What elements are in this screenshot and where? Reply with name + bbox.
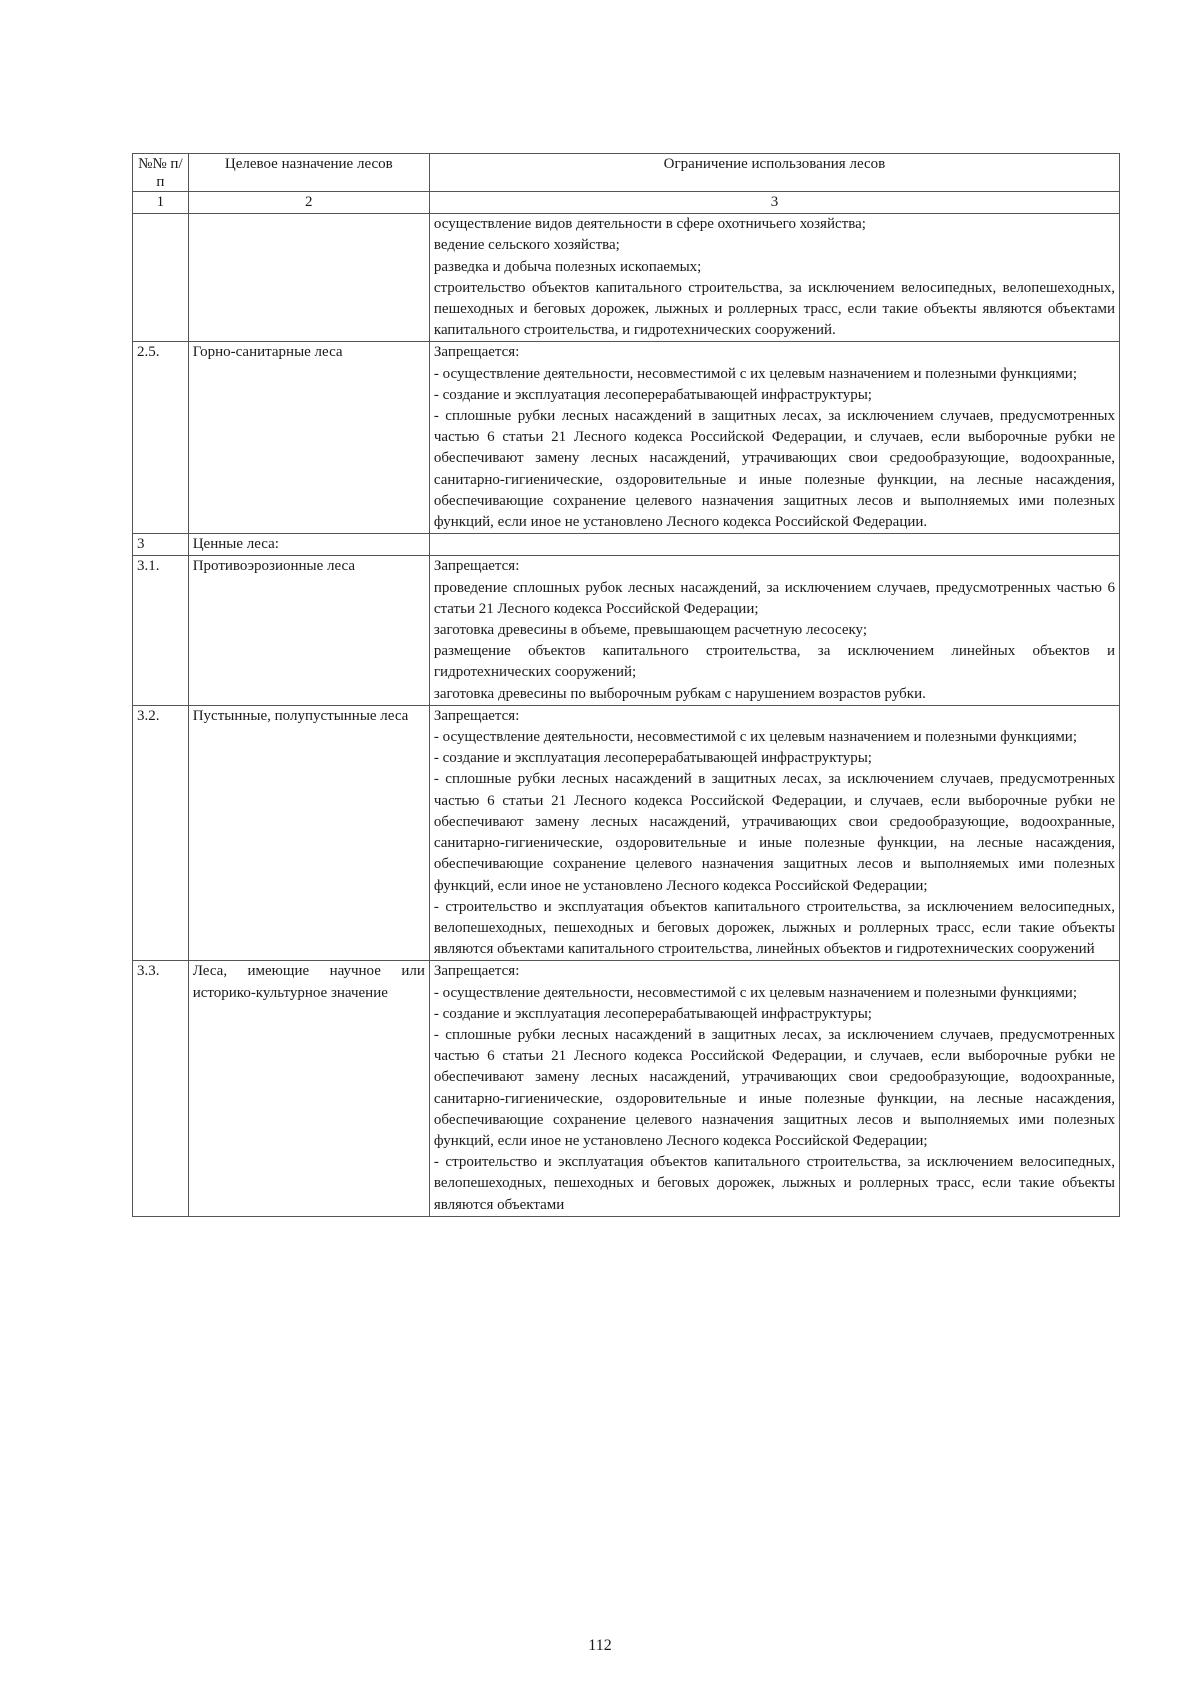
restriction-line: Запрещается: — [433, 963, 520, 980]
table-row — [133, 556, 1120, 705]
table-row — [133, 961, 1120, 1216]
forest-purpose: Противоэрозионные леса — [188, 556, 429, 705]
forest-purpose — [188, 214, 429, 342]
table-row — [133, 214, 1120, 342]
header-number: №№ п/п — [133, 154, 189, 192]
column-number: 3 — [429, 192, 1119, 214]
header-purpose: Целевое назначение лесов — [188, 154, 429, 192]
forest-purpose: Ценные леса: — [188, 534, 429, 556]
restriction-line: - строительство и эксплуатация объектов капитального строительства, за исключением велосипедных, велопешеходных, пешеходных и беговых дорожек, лыжных и роллерных трасс, если такие объекты являются объектами — [433, 1154, 1115, 1213]
usage-restrictions — [429, 961, 1119, 1216]
column-number: 2 — [188, 192, 429, 214]
restriction-line: - сплошные рубки лесных насаждений в защитных лесах, за исключением случаев, предусмотренных частью 6 статьи 21 Лесного кодекса Российской Федерации, и случаев, если выборочные рубки не обеспечивают замену лесных насаждений, утрачивающих свои средообразующие, водоохранные, санитарно-гигиенические, оздоровительные и иные полезные функции, на лесные насаждения, обеспечивающие сохранение целевого назначения защитных лесов и выполняемых ими полезных функций, если иное не установлено Лесного кодекса Российской Федерации; — [433, 771, 1115, 894]
restriction-line: - сплошные рубки лесных насаждений в защитных лесах, за исключением случаев, предусмотренных частью 6 статьи 21 Лесного кодекса Российской Федерации, и случаев, если выборочные рубки не обеспечивают замену лесных насаждений, утрачивающих свои средообразующие, водоохранные, санитарно-гигиенические, оздоровительные и иные полезные функции, на лесные насаждения, обеспечивающие сохранение целевого назначения защитных лесов и выполняемых ими полезных функций, если иное не установлено Лесного кодекса Российской Федерации; — [433, 1026, 1115, 1149]
forest-purpose: Горно-санитарные леса — [188, 342, 429, 534]
forest-purpose: Пустынные, полупустынные леса — [188, 705, 429, 960]
row-number: 3.2. — [133, 705, 189, 960]
table-header-row — [133, 154, 1120, 192]
restriction-line: - создание и эксплуатация лесоперерабатывающей инфраструктуры; — [433, 750, 872, 767]
forest-purpose: Леса, имеющие научное или историко-культурное значение — [188, 961, 429, 1216]
restriction-line: - осуществление деятельности, несовместимой с их целевым назначением и полезными функциями; — [433, 729, 1078, 746]
restriction-line: - сплошные рубки лесных насаждений в защитных лесах, за исключением случаев, предусмотренных частью 6 статьи 21 Лесного кодекса Российской Федерации, и случаев, если выборочные рубки не обеспечивают замену лесных насаждений, утрачивающих свои средообразующие, водоохранные, санитарно-гигиенические, оздоровительные и иные полезные функции, на лесные насаждения, обеспечивающие сохранение целевого назначения защитных лесов и выполняемых ими полезных функций, если иное не установлено Лесного кодекса Российской Федерации. — [433, 408, 1115, 531]
restriction-line: проведение сплошных рубок лесных насаждений, за исключением случаев, предусмотренных частью 6 статьи 21 Лесного кодекса Российской Федерации; — [433, 579, 1115, 617]
row-number: 2.5. — [133, 342, 189, 534]
restriction-line: - создание и эксплуатация лесоперерабатывающей инфраструктуры; — [433, 386, 872, 403]
restriction-line: заготовка древесины по выборочным рубкам с нарушением возрастов рубки. — [433, 685, 926, 702]
table-row — [133, 342, 1120, 534]
restriction-line: осуществление видов деятельности в сфере охотничьего хозяйства; — [433, 216, 866, 233]
restriction-line: строительство объектов капитального строительства, за исключением велосипедных, велопешеходных, пешеходных и беговых дорожек, лыжных и роллерных трасс, если такие объекты являются объектами капитального строительства, и гидротехнических сооружений. — [433, 279, 1115, 339]
row-number: 3.3. — [133, 961, 189, 1216]
restriction-line: - осуществление деятельности, несовместимой с их целевым назначением и полезными функциями; — [433, 365, 1078, 382]
column-number: 1 — [133, 192, 189, 214]
column-number-row — [133, 192, 1120, 214]
restriction-line: - осуществление деятельности, несовместимой с их целевым назначением и полезными функциями; — [433, 984, 1078, 1001]
restriction-line: разведка и добыча полезных ископаемых; — [433, 258, 702, 275]
restriction-line: Запрещается: — [433, 558, 520, 575]
row-number: 3.1. — [133, 556, 189, 705]
forest-restrictions-table — [132, 153, 1120, 1217]
usage-restrictions — [429, 214, 1119, 342]
restriction-line: заготовка древесины в объеме, превышающем расчетную лесосеку; — [433, 622, 868, 639]
table-row — [133, 534, 1120, 556]
restriction-line: - строительство и эксплуатация объектов капитального строительства, за исключением велосипедных, велопешеходных, пешеходных и беговых дорожек, лыжных и роллерных трасс, если такие объекты являются объектами капитального строительства, линейных объектов и гидротехнических сооружений — [433, 898, 1115, 958]
row-number — [133, 214, 189, 342]
restriction-line: ведение сельского хозяйства; — [433, 237, 620, 254]
table-row — [133, 705, 1120, 960]
restriction-line: Запрещается: — [433, 344, 520, 361]
usage-restrictions — [429, 342, 1119, 534]
row-number: 3 — [133, 534, 189, 556]
restriction-line: Запрещается: — [433, 707, 520, 724]
usage-restrictions — [429, 534, 1119, 556]
usage-restrictions — [429, 705, 1119, 960]
page-number: 112 — [588, 1637, 612, 1654]
usage-restrictions — [429, 556, 1119, 705]
restriction-line: размещение объектов капитального строительства, за исключением линейных объектов и гидротехнических сооружений; — [433, 643, 1115, 681]
restriction-line: - создание и эксплуатация лесоперерабатывающей инфраструктуры; — [433, 1005, 872, 1022]
header-restrictions: Ограничение использования лесов — [429, 154, 1119, 192]
